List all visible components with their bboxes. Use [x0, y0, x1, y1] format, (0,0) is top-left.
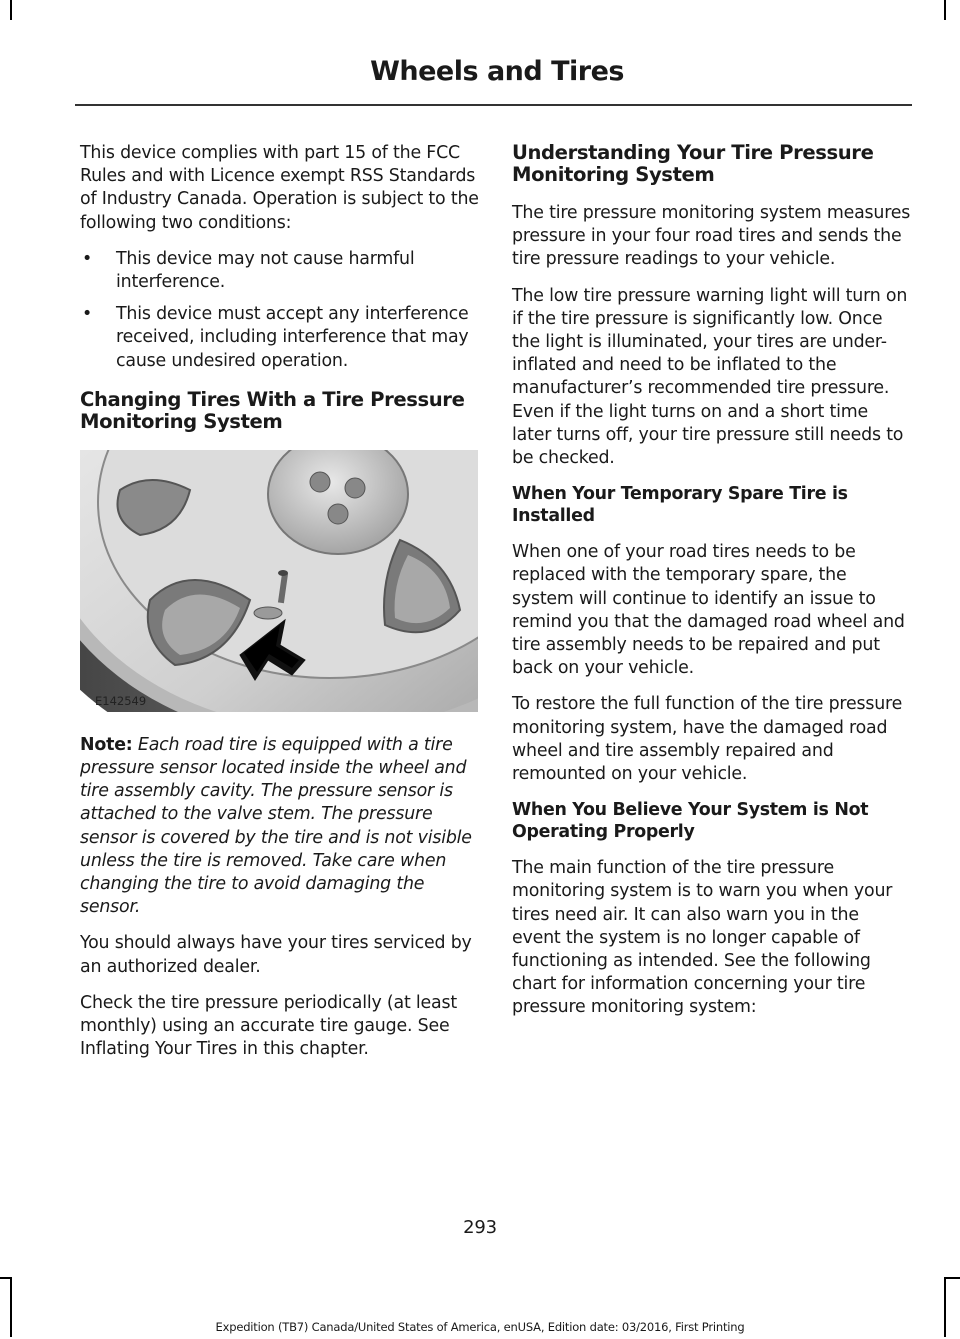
- note-paragraph: [80, 734, 484, 920]
- temporary-spare-paragraph: When one of your road tires needs to be replaced with the temporary spare, the system will continue to identify an issue to remind you that the damaged road wheel and tire assembly needs to be repaired and put back on your vehicle.: [512, 542, 905, 679]
- right-column: [512, 142, 912, 1033]
- changing-tires-heading: Changing Tires With a Tire Pressure Monitoring System: [80, 387, 465, 433]
- crop-mark-top-left-vertical: [10, 0, 12, 20]
- list-item: [80, 248, 484, 294]
- wheel-valve-stem-icon: [80, 450, 478, 712]
- crop-mark-bottom-right-horizontal: [944, 1277, 960, 1279]
- bullet-icon: •: [82, 304, 93, 325]
- bullet-icon: •: [82, 248, 93, 269]
- conditions-list: [80, 248, 484, 373]
- left-column: [80, 142, 484, 1074]
- fcc-compliance-paragraph: This device complies with part 15 of the FCC Rules and with Licence exempt RSS Standards of Industry Canada. Operation is subject to the following two conditions:: [80, 143, 479, 233]
- header-rule: [75, 104, 912, 106]
- understanding-tpms-heading: Understanding Your Tire Pressure Monitoring System: [512, 141, 874, 186]
- crop-mark-bottom-left-horizontal: [0, 1277, 12, 1279]
- note-text: Each road tire is equipped with a tire pressure sensor located inside the wheel and tire assembly cavity. The pressure sensor is attached to the valve stem. The pressure sensor is covered by the tire and is not visible unless the tire is removed. Take care when changing the tire to avoid damaging the sensor.: [80, 734, 472, 918]
- list-item-text: This device must accept any interference received, including interference that may cause undesired operation.: [116, 304, 469, 371]
- wheel-figure: [80, 450, 478, 712]
- page-number: 293: [463, 1217, 497, 1238]
- crop-mark-top-right-vertical: [944, 0, 946, 20]
- section-title: Wheels and Tires: [370, 56, 624, 87]
- restore-function-paragraph: To restore the full function of the tire pressure monitoring system, have the damaged road wheel and tire assembly repaired and remounted on your vehicle.: [512, 694, 903, 785]
- edition-footer: Expedition (TB7) Canada/United States of America, enUSA, Edition date: 03/2016, First Printing: [215, 1320, 745, 1334]
- service-paragraph: You should always have your tires serviced by an authorized dealer.: [80, 933, 472, 977]
- list-item: [80, 303, 484, 373]
- figure-id-label: E142549: [95, 693, 147, 708]
- note-label: Note:: [80, 734, 133, 755]
- not-operating-heading: When You Believe Your System is Not Operating Properly: [512, 800, 869, 843]
- list-item-text: This device may not cause harmful interference.: [116, 248, 415, 293]
- warning-light-paragraph: The low tire pressure warning light will turn on if the tire pressure is significantly low. Once the light is illuminated, your tires are under-inflated and need to be inflated to the manufacturer’s recommended tire pressure. Even if the light turns on and a short time later turns off, your tire pressure still needs to be checked.: [512, 285, 908, 469]
- tpms-measures-paragraph: The tire pressure monitoring system measures pressure in your four road tires and sends the tire pressure readings to your vehicle.: [512, 203, 911, 270]
- temporary-spare-heading: When Your Temporary Spare Tire is Installed: [512, 484, 848, 527]
- main-function-paragraph: The main function of the tire pressure monitoring system is to warn you when your tires need air. It can also warn you in the event the system is no longer capable of functioning as intended. See the following chart for information concerning your tire pressure monitoring system:: [512, 858, 893, 1018]
- check-pressure-paragraph: Check the tire pressure periodically (at least monthly) using an accurate tire gauge. See Inflating Your Tires in this chapter.: [80, 992, 457, 1060]
